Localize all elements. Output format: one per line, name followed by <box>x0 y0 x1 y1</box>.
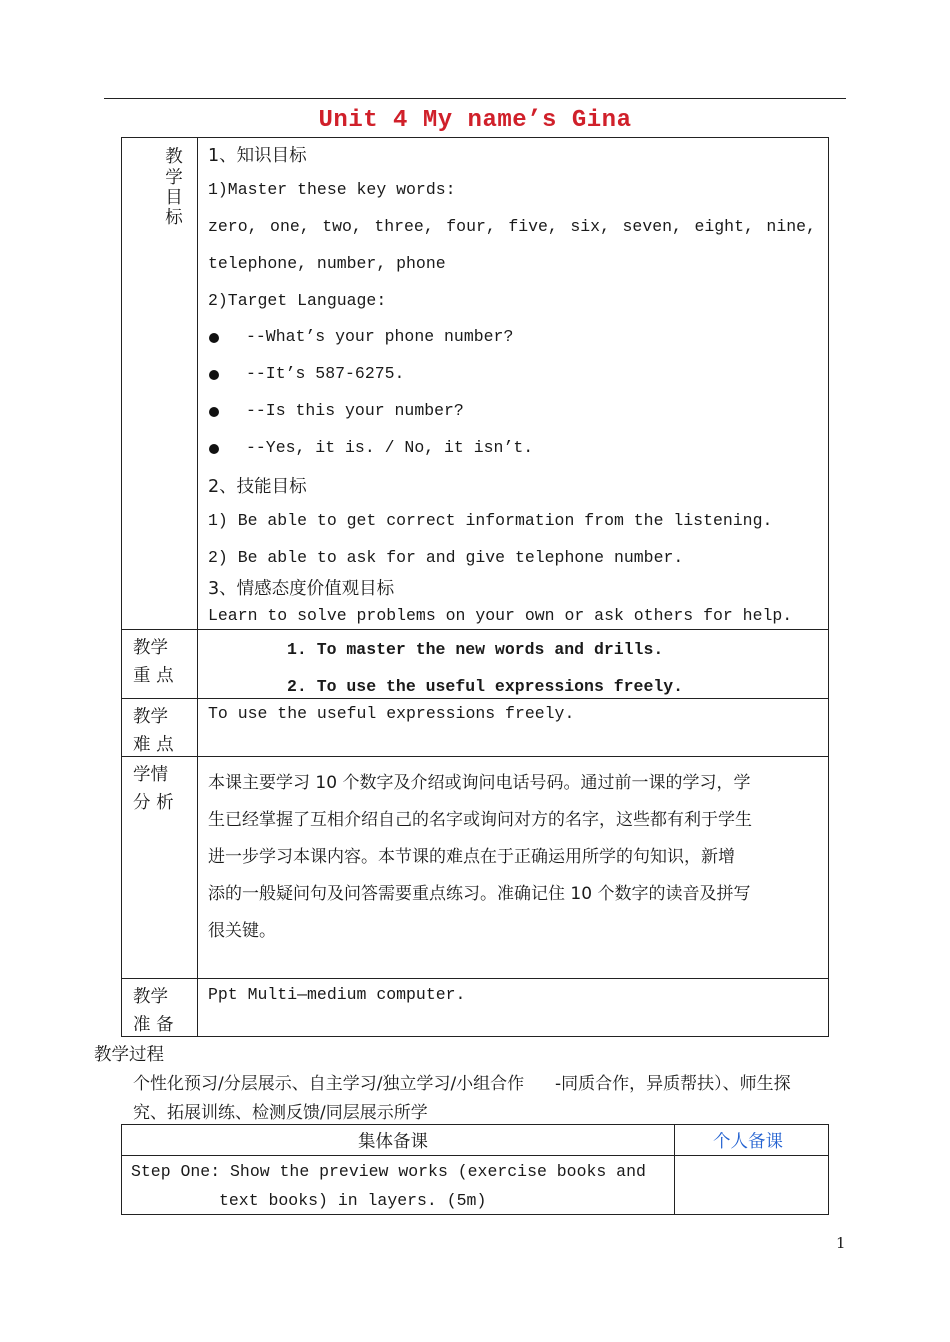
bullet-icon <box>209 370 219 380</box>
lesson-column-divider <box>674 1124 675 1215</box>
analysis-line: 添的一般疑问句及问答需要重点练习。准确记住 10 个数字的读音及拼写 <box>208 884 751 904</box>
key-point-item: 1. To master the new words and drills. <box>287 640 664 659</box>
key-word: one, <box>270 217 310 236</box>
key-points-label: 重 点 <box>133 666 174 686</box>
key-word: seven, <box>622 217 682 236</box>
page-title: Unit 4 My name’s Gina <box>318 107 632 134</box>
row-divider <box>121 756 829 757</box>
personal-header: 个人备课 <box>713 1132 783 1152</box>
page-number: 1 <box>836 1234 846 1252</box>
process-heading: 教学过程 <box>94 1045 164 1065</box>
knowledge-heading: 1、知识目标 <box>208 146 307 166</box>
analysis-line: 本课主要学习 10 个数字及介绍或询问电话号码。通过前一课的学习，学 <box>208 773 751 793</box>
analysis-line: 很关键。 <box>208 921 276 941</box>
dialog-line: --Is this your number? <box>246 401 464 420</box>
dialog-line: --What’s your phone number? <box>246 327 514 346</box>
row-divider <box>121 629 829 630</box>
key-word: six, <box>570 217 610 236</box>
objectives-label-3: 目 <box>165 188 183 208</box>
step-one-line: text books) in layers. (5m) <box>219 1191 487 1210</box>
row-divider <box>121 978 829 979</box>
objectives-label-1: 教 <box>165 147 183 167</box>
key-word: five, <box>508 217 558 236</box>
header-rule <box>104 98 846 99</box>
row-divider <box>121 698 829 699</box>
bullet-icon <box>209 407 219 417</box>
difficult-points-text: To use the useful expressions freely. <box>208 704 575 723</box>
emotion-heading: 3、情感态度价值观目标 <box>208 579 395 599</box>
collective-header: 集体备课 <box>358 1132 428 1152</box>
bullet-icon <box>209 333 219 343</box>
lesson-header-divider <box>121 1155 829 1156</box>
process-line: 究、拓展训练、检测反馈/同层展示所学 <box>133 1103 428 1123</box>
label-column-divider <box>197 137 198 1037</box>
objectives-label-2: 学 <box>165 168 183 188</box>
process-line: -同质合作，异质帮扶）、师生探 <box>555 1074 791 1094</box>
skill-item: 2) Be able to ask for and give telephone number. <box>208 548 684 567</box>
key-word: four, <box>446 217 496 236</box>
difficult-points-label: 难 点 <box>133 735 174 755</box>
analysis-label: 分 析 <box>133 793 174 813</box>
analysis-label: 学情 <box>133 765 168 785</box>
dialog-line: --It’s 587-6275. <box>246 364 405 383</box>
process-line: 个性化预习/分层展示、自主学习/独立学习/小组合作 <box>133 1074 525 1094</box>
bullet-icon <box>209 444 219 454</box>
dialog-line: --Yes, it is. / No, it isn’t. <box>246 438 534 457</box>
key-words-line-2: telephone, number, phone <box>208 254 446 273</box>
target-language-intro: 2)Target Language: <box>208 291 387 310</box>
step-one-line: Step One: Show the preview works (exercise books and <box>131 1162 646 1181</box>
skill-heading: 2、技能目标 <box>208 477 307 497</box>
key-words-line <box>208 217 816 236</box>
key-points-label: 教学 <box>133 638 168 658</box>
key-word: three, <box>374 217 434 236</box>
key-word: two, <box>322 217 362 236</box>
analysis-line: 生已经掌握了互相介绍自己的名字或询问对方的名字，这些都有利于学生 <box>208 810 752 830</box>
key-words-intro: 1)Master these key words: <box>208 180 456 199</box>
key-word: zero, <box>208 217 258 236</box>
objectives-label-4: 标 <box>165 208 183 228</box>
prep-text: Ppt Multi—medium computer. <box>208 985 466 1004</box>
difficult-points-label: 教学 <box>133 707 168 727</box>
emotion-text: Learn to solve problems on your own or ask others for help. <box>208 606 793 625</box>
skill-item: 1) Be able to get correct information from the listening. <box>208 511 773 530</box>
prep-label: 准 备 <box>133 1015 174 1035</box>
key-point-item: 2. To use the useful expressions freely. <box>287 677 684 696</box>
analysis-line: 进一步学习本课内容。本节课的难点在于正确运用所学的句知识，新增 <box>208 847 735 867</box>
prep-label: 教学 <box>133 987 168 1007</box>
key-word: eight, <box>694 217 754 236</box>
key-word: nine, <box>766 217 816 236</box>
